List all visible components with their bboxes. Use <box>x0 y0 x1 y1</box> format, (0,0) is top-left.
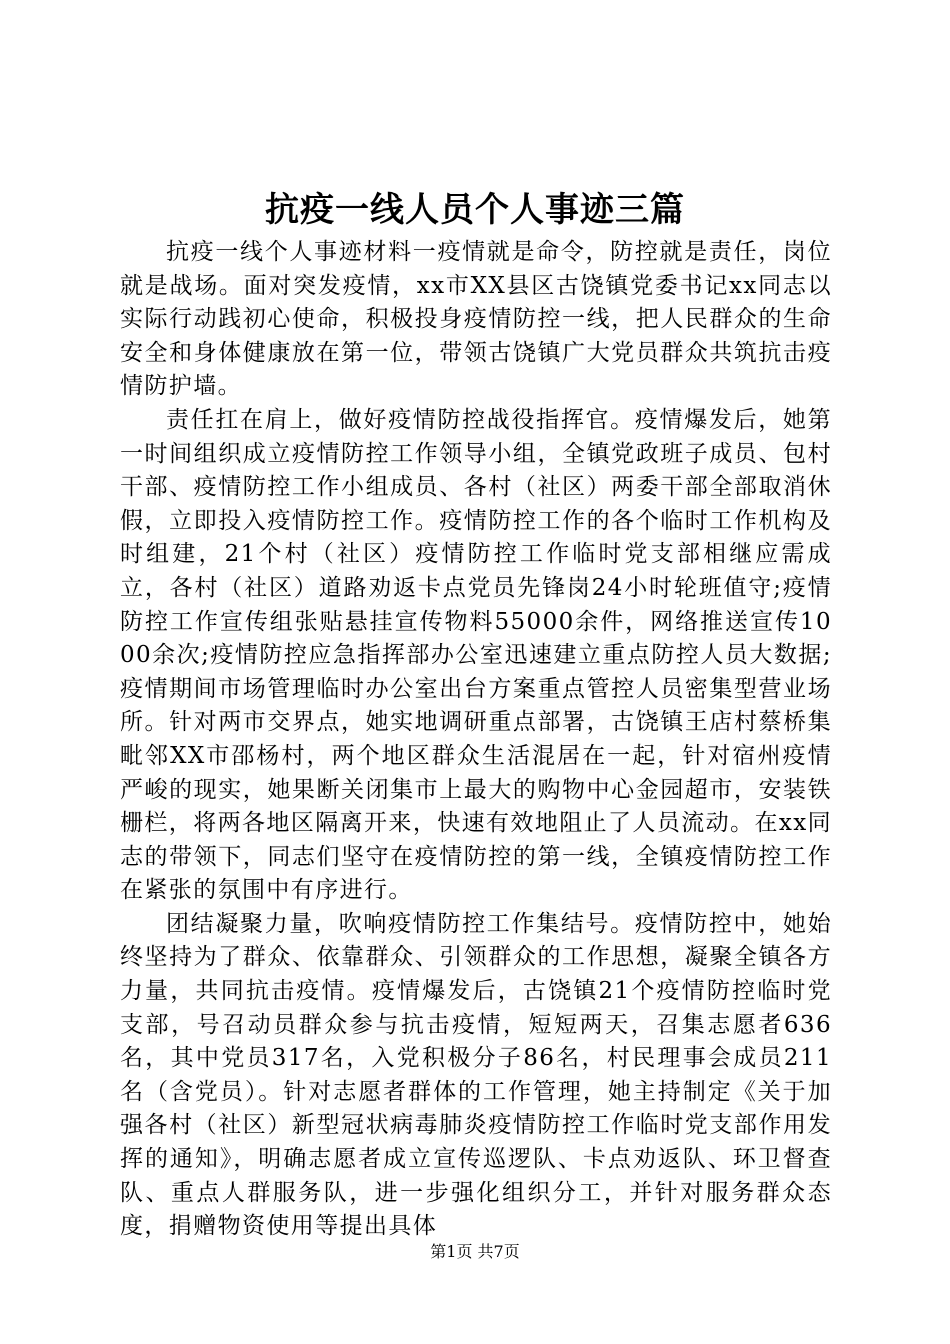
document-title: 抗疫一线人员个人事迹三篇 <box>265 190 685 230</box>
paragraph-unity: 团结凝聚力量，吹响疫情防控工作集结号。疫情防控中，她始终坚持为了群众、依靠群众、引领群众的工作思想，凝聚全镇各方力量，共同抗击疫情。疫情爆发后，古饶镇21个疫情防控临时党支部，号召动员群众参与抗击疫情，短短两天，召集志愿者636名，其中党员317名，入党积极分子86名，村民理事会成员211名（含党员）。针对志愿者群体的工作管理，她主持制定《关于加强各村（社区）新型冠状病毒肺炎疫情防控工作临时党支部作用发挥的通知》，明确志愿者成立宣传巡逻队、卡点劝返队、环卫督查队、重点人群服务队，进一步强化组织分工，并针对服务群众态度，捐赠物资使用等提出具体 <box>120 910 832 1240</box>
paragraph-intro: 抗疫一线个人事迹材料一疫情就是命令，防控就是责任，岗位就是战场。面对突发疫情，xx市XX县区古饶镇党委书记xx同志以实际行动践初心使命，积极投身疫情防控一线，把人民群众的生命安全和身体健康放在第一位，带领古饶镇广大党员群众共筑抗击疫情防护墙。 <box>120 239 832 400</box>
paragraph-responsibility: 责任扛在肩上，做好疫情防控战役指挥官。疫情爆发后，她第一时间组织成立疫情防控工作领导小组，全镇党政班子成员、包村干部、疫情防控工作小组成员、各村（社区）两委干部全部取消休假，立即投入疫情防控工作。疫情防控工作的各个临时工作机构及时组建，21个村（社区）疫情防控工作临时党支部相继应需成立，各村（社区）道路劝返卡点党员先锋岗24小时轮班值守;疫情防控工作宣传组张贴悬挂宣传物料55000余件，网络推送宣传1000余次;疫情防控应急指挥部办公室迅速建立重点防控人员大数据;疫情期间市场管理临时办公室出台方案重点管控人员密集型营业场所。针对两市交界点，她实地调研重点部署，古饶镇王店村蔡桥集毗邻XX市邵杨村，两个地区群众生活混居在一起，针对宿州疫情严峻的现实，她果断关闭集市上最大的购物中心金园超市，安装铁栅栏，将两各地区隔离开来，快速有效地阻止了人员流动。在xx同志的带领下，同志们坚守在疫情防控的第一线，全镇疫情防控工作在紧张的氛围中有序进行。 <box>120 406 832 904</box>
document-body <box>120 236 832 1244</box>
page-number-footer: 第1页 共7页 <box>430 1242 520 1261</box>
